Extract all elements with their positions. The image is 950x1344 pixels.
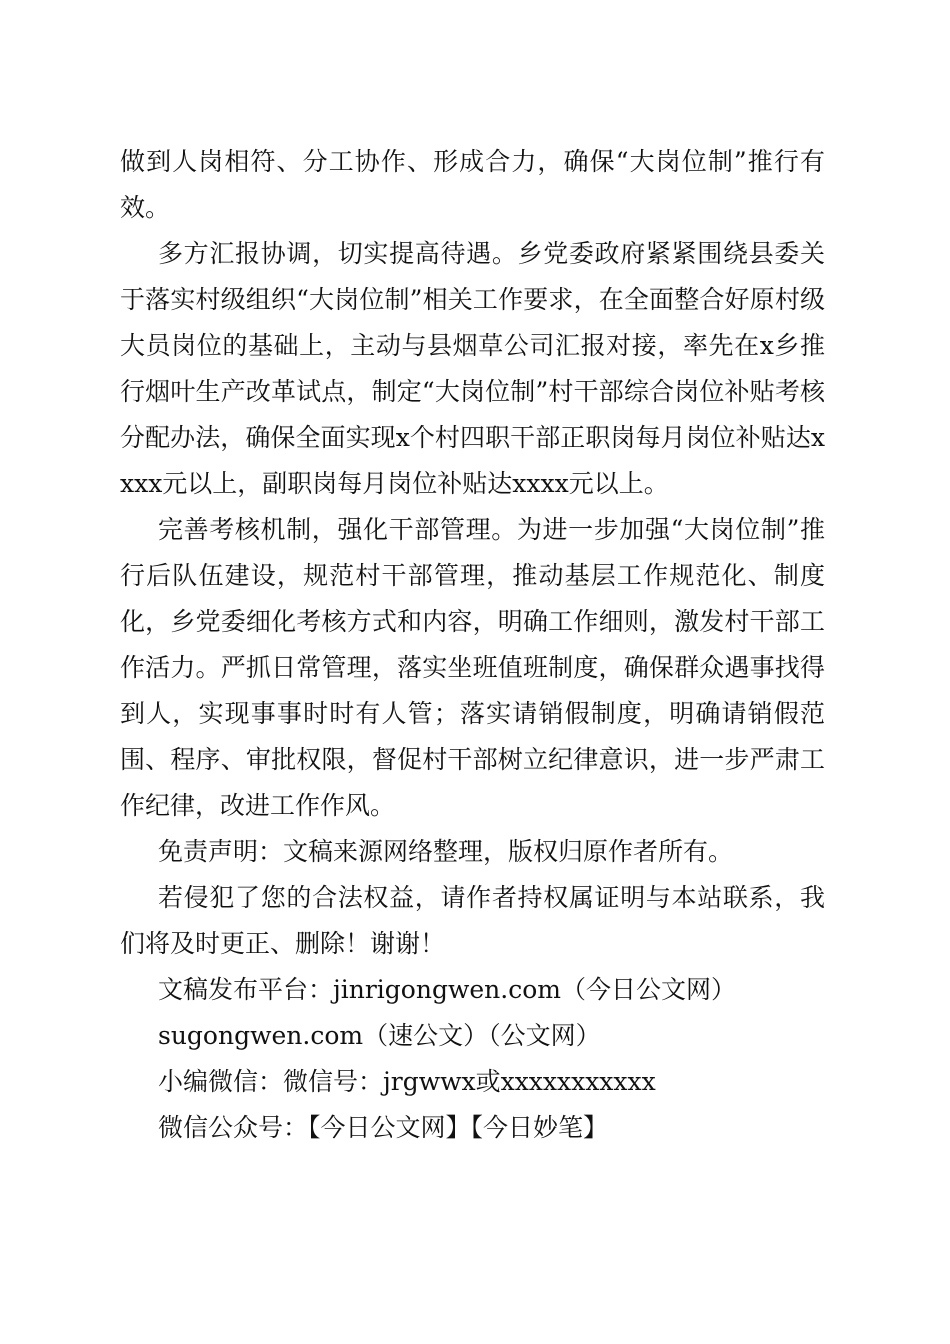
paragraph-assessment: 完善考核机制，强化干部管理。为进一步加强“大岗位制”推行后队伍建设，规范村干部管理，推动基层工作规范化、制度化，乡党委细化考核方式和内容，明确工作细则，激发村干部工作活力。严抓日常管理，落实坐班值班制度，确保群众遇事找得到人，实现事事时时有人管；落实请销假制度，明确请销假范围、程序、审批权限，督促村干部树立纪律意识，进一步严肃工作纪律，改进工作作风。	[120, 515, 825, 820]
official-account-text: 微信公众号：【今日公文网】【今日妙笔】	[158, 1113, 609, 1142]
infringement-text: 若侵犯了您的合法权益，请作者持权属证明与本站联系，我们将及时更正、删除！谢谢！	[120, 883, 825, 958]
platform-secondary-text: sugongwen.com（速公文）（公文网）	[158, 1021, 601, 1050]
wechat-text: 小编微信：微信号：jrgwwx或xxxxxxxxxxx	[158, 1067, 656, 1096]
paragraph-continuation: 做到人岗相符、分工协作、形成合力，确保“大岗位制”推行有效。	[120, 147, 825, 222]
document-body	[120, 139, 825, 1151]
platform-text: 文稿发布平台：jinrigongwen.com（今日公文网）	[158, 975, 736, 1004]
copyright-notice	[120, 829, 825, 1151]
disclaimer-text: 免责声明：文稿来源网络整理，版权归原作者所有。	[158, 837, 734, 866]
paragraph-treatment: 多方汇报协调，切实提高待遇。乡党委政府紧紧围绕县委关于落实村级组织“大岗位制”相关工作要求，在全面整合好原村级大员岗位的基础上，主动与县烟草公司汇报对接，率先在x乡推行烟叶生产改革试点，制定“大岗位制”村干部综合岗位补贴考核分配办法，确保全面实现x个村四职干部正职岗每月岗位补贴达xxxx元以上，副职岗每月岗位补贴达xxxx元以上。	[120, 239, 825, 498]
